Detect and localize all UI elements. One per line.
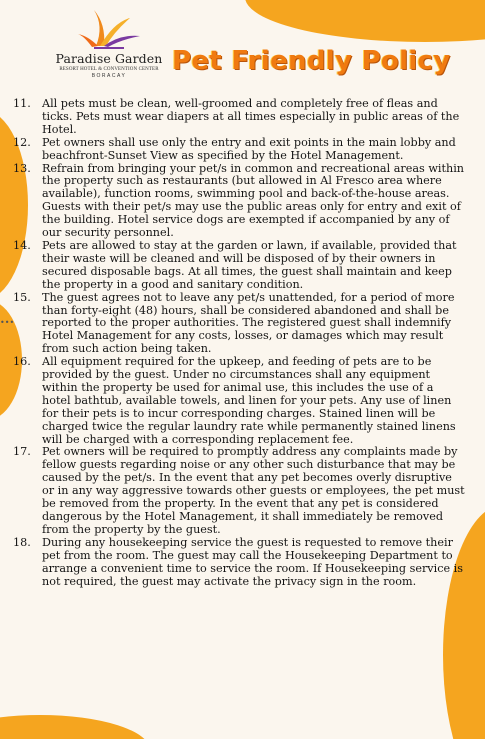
rule-text: During any housekeeping service the guest is requested to remove their pet from the room. The guest may call the Housekeeping Department to arrange a convenient time to service the room. If Housekeeping service is not required, the guest may activate the privacy sign in the room. [42, 535, 463, 588]
rule-item [13, 98, 465, 137]
brand-location: BORACAY [91, 73, 127, 79]
rule-number: 18. [13, 535, 31, 549]
rule-item [13, 292, 465, 357]
rule-item [13, 240, 465, 292]
rule-text: All equipment required for the upkeep, and feeding of pets are to be provided by the guest. Under no circumstances shall any equipment within the property be used for animal use, this includes the use of a hotel bathtub, available towels, and linen for your pets. Any use of linen for their pets is to incur corresponding charges. Stained linen will be charged twice the regular laundry rate while permanently stained linens will be charged with a corresponding replacement fee. [42, 355, 456, 446]
rule-item [13, 537, 465, 589]
rule-text: Pet owners will be required to promptly address any complaints made by fellow guests regarding noise or any other such disturbance that may be caused by the pet/s. In the event that any pet becomes overly disruptive or in any way aggressive towards other guests or employees, the pet must be removed from the property. In the event that any pet is considered dangerous by the Hotel Management, it shall immediately be removed from the property by the guest. [42, 445, 465, 536]
rules-list [13, 98, 465, 588]
rule-item [13, 137, 465, 163]
rule-text: Pet owners shall use only the entry and exit points in the main lobby and beachfront-Sunset View as specified by the Hotel Management. [42, 135, 456, 162]
edge-mark: ••• [0, 318, 15, 327]
rule-item [13, 446, 465, 536]
hotel-logo [50, 6, 168, 92]
page-title: Pet Friendly Policy [172, 46, 451, 76]
bird-of-paradise-icon [74, 6, 144, 50]
rule-number: 13. [13, 161, 31, 175]
rule-number: 17. [13, 445, 31, 459]
rule-item [13, 356, 465, 446]
rule-item [13, 163, 465, 240]
brand-name: Paradise Garden [55, 51, 163, 66]
rule-number: 16. [13, 355, 31, 369]
rule-number: 11. [13, 97, 31, 110]
rule-text: Refrain from bringing your pet/s in common and recreational areas within the property such as restaurants (but allowed in Al Fresco area where available), function rooms, swimming pool and back-of-the-house areas. Guests with their pet/s may use the public areas only for entry and exit of the building. Hotel service dogs are exempted if accompanied by any of our security personnel. [42, 161, 464, 240]
rule-text: Pets are allowed to stay at the garden or lawn, if available, provided that their waste will be cleaned and will be disposed of by their owners in secured disposable bags. At all times, the guest shall maintain and keep the property in a good and sanitary condition. [42, 238, 457, 291]
rule-number: 12. [13, 135, 31, 149]
rule-text: All pets must be clean, well-groomed and completely free of fleas and ticks. Pets must wear diapers at all times especially in public areas of the Hotel. [42, 97, 460, 136]
brand-subtitle: RESORT HOTEL & CONVENTION CENTER [59, 67, 159, 72]
rule-text: The guest agrees not to leave any pet/s unattended, for a period of more than forty-eight (48) hours, shall be considered abandoned and shall be reported to the proper authorities. The registered guest shall indemnify Hotel Management for any costs, losses, or damages which may result from such action being taken. [42, 290, 455, 356]
rule-number: 15. [13, 290, 31, 304]
rule-number: 14. [13, 238, 31, 252]
